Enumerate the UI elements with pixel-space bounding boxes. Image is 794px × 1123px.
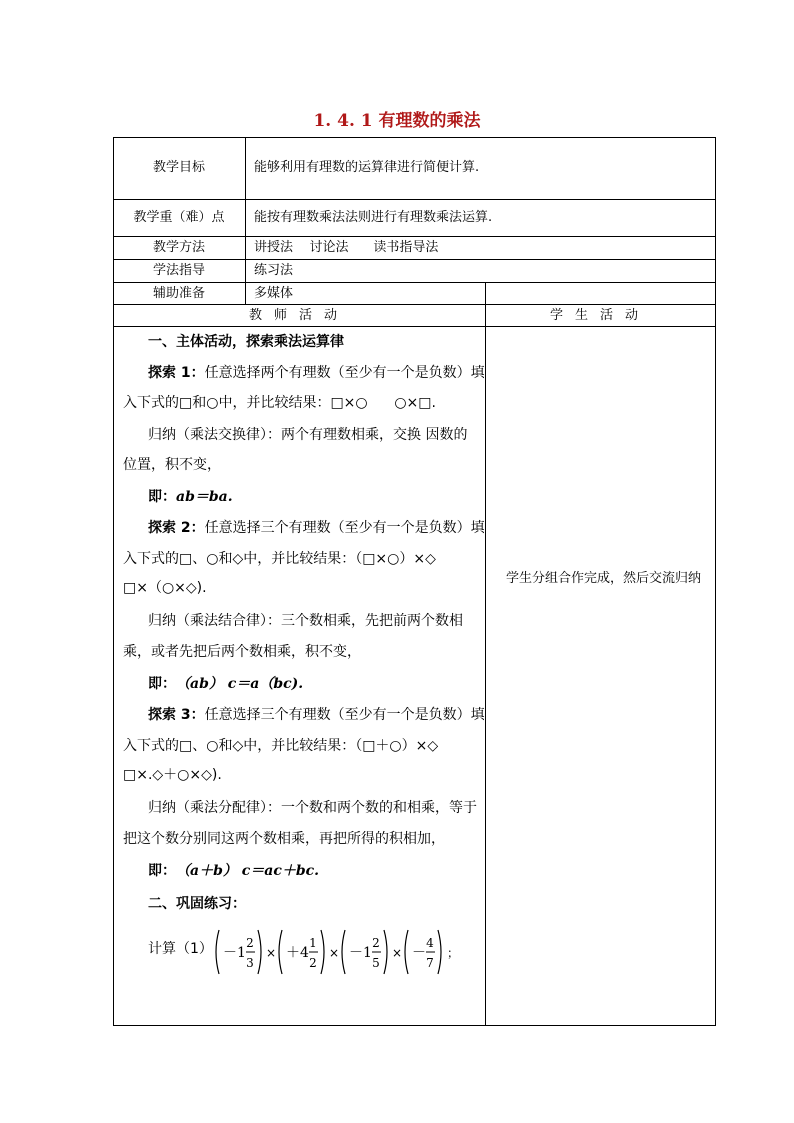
explore-3-label: 探索 3：: [148, 707, 205, 723]
explore-1-label: 探索 1：: [148, 365, 205, 381]
fraction-denominator: 7: [426, 956, 434, 970]
lesson-plan-table: [113, 137, 716, 1026]
section-heading-2: 二、巩固练习：: [148, 896, 246, 912]
explore-2-line-1: [148, 519, 485, 537]
paren-left: [405, 930, 408, 974]
times-sign: ×: [392, 946, 403, 960]
term-sign: －: [412, 945, 426, 961]
explore-2-line-3: □×（○×◇).: [123, 580, 207, 596]
fraction-numerator: 1: [309, 936, 317, 950]
paren-right: [438, 930, 441, 974]
calc-expression: [211, 927, 471, 977]
times-sign: ×: [329, 946, 340, 960]
expression-end: ；: [447, 946, 460, 960]
table-border-right: [715, 137, 716, 1026]
formula-text: （a＋b） c＝ac＋bc.: [176, 863, 320, 879]
explore-3-line-3: □×.◇＋○×◇).: [123, 767, 222, 783]
explore-1-text: 任意选择两个有理数（至少有一个是负数）填: [204, 365, 485, 381]
explore-2-text: 任意选择三个有理数（至少有一个是负数）填: [204, 520, 485, 536]
calc-label: 计算（1）: [148, 941, 213, 957]
row-divider: [113, 282, 716, 283]
formula-text: ab＝ba.: [176, 489, 233, 505]
table-border-top: [113, 137, 716, 138]
learn-value: 练习法: [254, 263, 294, 278]
fraction-numerator: 4: [426, 936, 434, 950]
paren-left: [279, 930, 282, 974]
paren-right: [384, 930, 387, 974]
label-column-divider: [245, 137, 246, 304]
explore-1-line-2: 入下式的□和○中，并比较结果：□×○ ○×□.: [123, 395, 436, 411]
activity-column-divider: [485, 282, 486, 1025]
paren-left: [216, 930, 219, 974]
student-activity-header: 学生活动: [549, 308, 650, 323]
formula-distributive: [148, 862, 319, 880]
induction-2-line-1: 归纳（乘法结合律）：三个数相乘，先把前两个数相: [148, 613, 463, 629]
row-divider: [113, 199, 716, 200]
method-label: 教学方法: [152, 240, 205, 255]
row-divider: [113, 326, 716, 327]
induction-3-line-2: 把这个数分别同这两个数相乘，再把所得的积相加，: [123, 831, 445, 847]
fraction-numerator: 2: [246, 936, 254, 950]
formula-label: 即：: [148, 863, 176, 879]
fraction-denominator: 5: [372, 956, 380, 970]
paren-right: [258, 930, 261, 974]
document-title: 1. 4. 1 有理数的乘法: [313, 111, 481, 131]
explore-2-line-2: 入下式的□、○和◇中，并比较结果：（□×○）×◇: [123, 551, 436, 567]
fraction-denominator: 2: [309, 956, 317, 970]
explore-1-line-1: [148, 364, 485, 382]
focus-value: 能按有理数乘法法则进行有理数乘法运算.: [254, 210, 493, 225]
prep-label: 辅助准备: [152, 286, 205, 301]
goal-value: 能够利用有理数的运算律进行简便计算.: [254, 160, 480, 175]
method-value: 讲授法 讨论法 读书指导法: [254, 240, 439, 255]
teacher-activity-header: 教师活动: [248, 308, 349, 323]
prep-value: 多媒体: [254, 286, 294, 301]
focus-label: 教学重（难）点: [133, 210, 225, 225]
paren-right: [321, 930, 324, 974]
paren-left: [342, 930, 345, 974]
times-sign: ×: [266, 946, 277, 960]
section-heading-1: 一、主体活动，探索乘法运算律: [148, 334, 344, 350]
induction-2-line-2: 乘，或者先把后两个数相乘，积不变，: [123, 644, 361, 660]
table-border-bottom: [113, 1025, 716, 1026]
row-divider: [113, 259, 716, 260]
explore-2-label: 探索 2：: [148, 520, 205, 536]
formula-label: 即：: [148, 676, 176, 692]
induction-1-line-1: 归纳（乘法交换律）：两个有理数相乘，交换 因数的: [148, 427, 468, 443]
explore-3-line-2: 入下式的□、○和◇中，并比较结果：（□＋○）×◇: [123, 738, 439, 754]
explore-3-line-1: [148, 706, 485, 724]
formula-associative: [148, 675, 303, 693]
student-activity-text: 学生分组合作完成，然后交流归纳: [506, 571, 702, 586]
term-whole: 1: [363, 945, 372, 961]
formula-text: （ab） c＝a（bc).: [176, 676, 304, 692]
learn-label: 学法指导: [152, 263, 205, 278]
induction-3-line-1: 归纳（乘法分配律）：一个数和两个数的和相乘，等于: [148, 800, 477, 816]
row-divider: [113, 236, 716, 237]
induction-1-line-2: 位置，积不变，: [123, 457, 221, 473]
term-sign: －: [223, 945, 237, 961]
explore-3-text: 任意选择三个有理数（至少有一个是负数）填: [204, 707, 485, 723]
row-divider: [113, 304, 716, 305]
term-sign: ＋: [286, 945, 300, 961]
fraction-numerator: 2: [372, 936, 380, 950]
fraction-denominator: 3: [246, 956, 254, 970]
term-whole: 4: [300, 945, 309, 961]
term-whole: 1: [237, 945, 246, 961]
goal-label: 教学目标: [152, 160, 205, 175]
term-sign: －: [349, 945, 363, 961]
formula-label: 即：: [148, 489, 176, 505]
formula-commutative: [148, 488, 233, 506]
